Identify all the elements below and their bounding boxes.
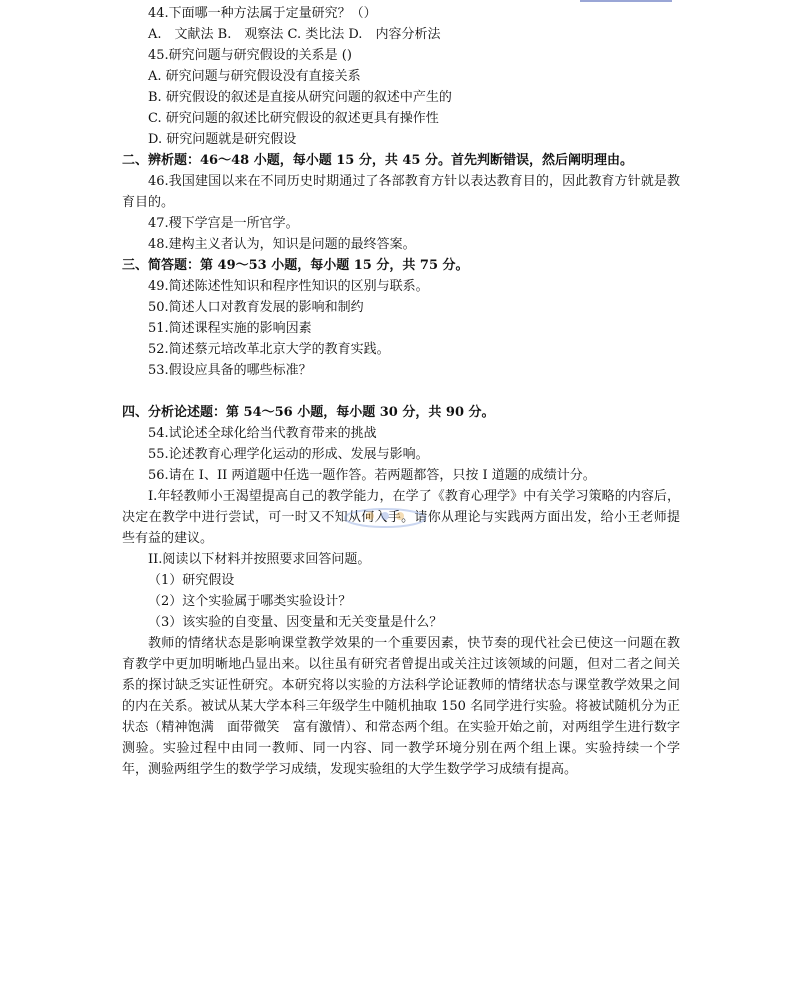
sub-question-3: （3）该实验的自变量、因变量和无关变量是什么？	[148, 615, 443, 630]
question-56-part-2: II.阅读以下材料并按照要求回答问题。	[148, 552, 371, 567]
question-51: 51.简述课程实施的影响因素	[148, 321, 312, 336]
question-56: 56.请在 I、II 两道题中任选一题作答。若两题都答，只按 I 道题的成绩计分。	[148, 468, 596, 483]
section-4-heading: 四、分析论述题：第 54～56 小题，每小题 30 分，共 90 分。	[122, 405, 495, 420]
question-52: 52.简述蔡元培改革北京大学的教育实践。	[148, 342, 390, 357]
question-45-option-d: D. 研究问题就是研究假设	[148, 132, 297, 147]
reading-material: 教师的情绪状态是影响课堂教学效果的一个重要因素，快节奏的现代社会已使这一问题在教育教学中更加明晰地凸显出来。以往虽有研究者曾提出或关注过该领域的问题，但对二者之间关系的探讨缺乏实证性研究。本研究将以实验的方法科学论证教师的情绪状态与课堂教学效果之间的内在关系。被试从某大学本科三年级学生中随机抽取 150 名同学进行实验。将被试随机分为正状态（精神饱满 面带微笑 富有激情）、和常态两个组。在实验开始之前，对两组学生进行数字测验。实验过程中由同一教师、同一内容、同一教学环境分别在两个组上课。实验持续一个学年，测验两组学生的数学学习成绩，发现实验组的大学生数学学习成绩有提高。	[122, 636, 680, 777]
question-53: 53.假设应具备的哪些标准？	[148, 363, 312, 378]
question-48: 48.建构主义者认为，知识是问题的最终答案。	[148, 237, 416, 252]
header-rule	[580, 0, 672, 2]
question-49: 49.简述陈述性知识和程序性知识的区别与联系。	[148, 279, 429, 294]
sub-question-1: （1）研究假设	[148, 573, 235, 588]
question-45-option-b: B. 研究假设的叙述是直接从研究问题的叙述中产生的	[148, 90, 452, 105]
question-45-option-a: A. 研究问题与研究假设没有直接关系	[148, 69, 361, 84]
question-44-options: A. 文献法 B. 观察法 C. 类比法 D. 内容分析法	[148, 27, 441, 42]
question-54: 54.试论述全球化给当代教育带来的挑战	[148, 426, 377, 441]
question-55: 55.论述教育心理学化运动的形成、发展与影响。	[148, 447, 429, 462]
question-56-part-1: I.年轻教师小王渴望提高自己的教学能力，在学了《教育心理学》中有关学习策略的内容后，决定在教学中进行尝试，可一时又不知从何入手。请你从理论与实践两方面出发，给小王老师提些有益的建议。	[122, 489, 680, 546]
question-50: 50.简述人口对教育发展的影响和制约	[148, 300, 364, 315]
exam-page	[122, 3, 680, 780]
sub-question-2: （2）这个实验属于哪类实验设计？	[148, 594, 352, 609]
section-3-heading: 三、简答题：第 49～53 小题，每小题 15 分，共 75 分。	[122, 258, 469, 273]
section-2-heading: 二、辨析题：46～48 小题，每小题 15 分，共 45 分。首先判断错误，然后阐明理由。	[122, 153, 633, 168]
question-44-stem: 44.下面哪一种方法属于定量研究？（）	[148, 6, 377, 21]
spacer	[122, 381, 680, 402]
question-47: 47.稷下学宫是一所官学。	[148, 216, 299, 231]
question-45-stem: 45.研究问题与研究假设的关系是 ()	[148, 48, 352, 63]
question-46: 46.我国建国以来在不同历史时期通过了各部教育方针以表达教育目的，因此教育方针就是教育目的。	[122, 174, 680, 210]
question-45-option-c: C. 研究问题的叙述比研究假设的叙述更具有操作性	[148, 111, 439, 126]
